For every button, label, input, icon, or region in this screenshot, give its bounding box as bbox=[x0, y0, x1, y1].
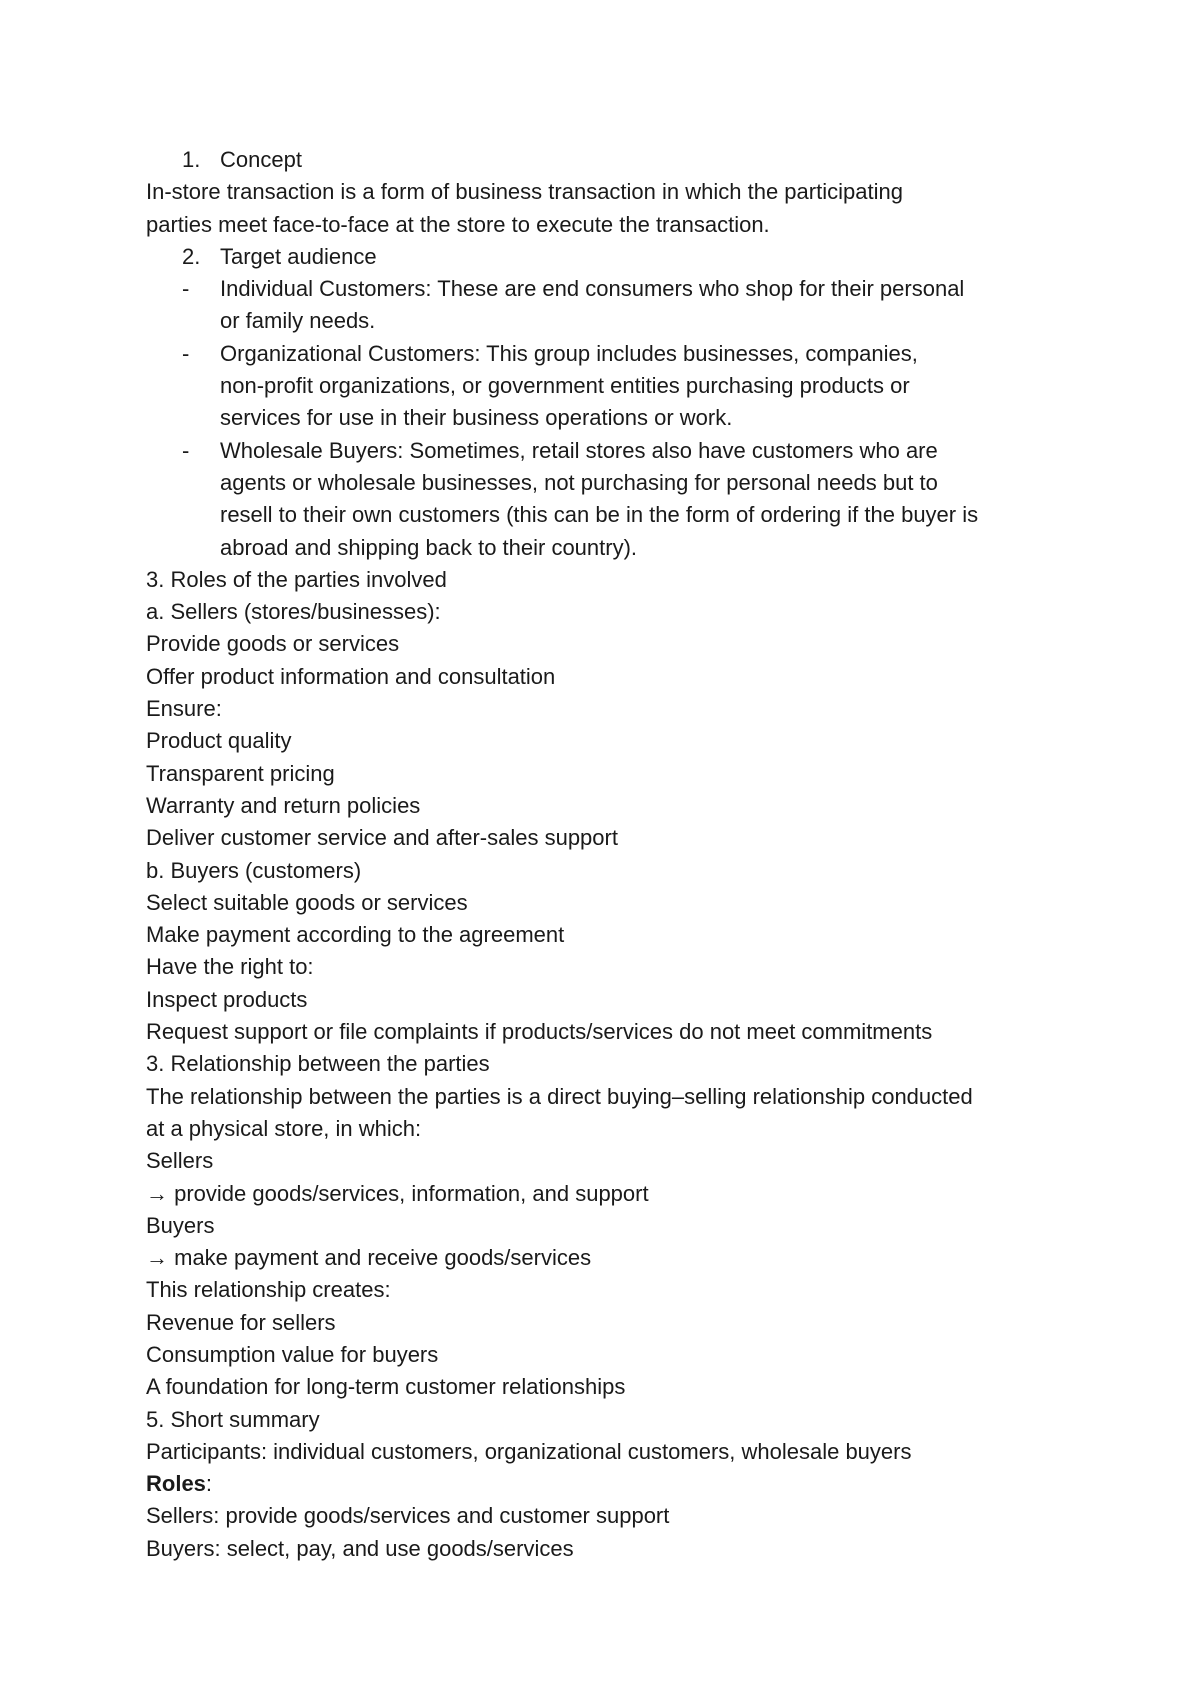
list-item-wholesale-buyers bbox=[146, 435, 1076, 564]
relationship-line: Revenue for sellers bbox=[146, 1309, 336, 1335]
roles-line: Warranty and return policies bbox=[146, 792, 421, 818]
list-number: 1. bbox=[182, 147, 201, 172]
roles-line: Make payment according to the agreement bbox=[146, 922, 565, 948]
relationship-line: A foundation for long-term customer relationships bbox=[146, 1374, 626, 1400]
relationship-line: → make payment and receive goods/services bbox=[146, 1245, 592, 1271]
roles-line: Offer product information and consultation bbox=[146, 663, 556, 689]
list-item-line: Wholesale Buyers: Sometimes, retail stores also have customers who are bbox=[220, 437, 938, 463]
roles-line: Request support or file complaints if products/services do not meet commitments bbox=[146, 1019, 933, 1045]
roles-line: Select suitable goods or services bbox=[146, 889, 468, 915]
concept-paragraph-line: In-store transaction is a form of business transaction in which the participating bbox=[146, 179, 903, 205]
relationship-line: Consumption value for buyers bbox=[146, 1341, 439, 1367]
summary-heading: 5. Short summary bbox=[146, 1406, 320, 1432]
dash-bullet: - bbox=[182, 276, 190, 302]
roles-line: Product quality bbox=[146, 728, 292, 754]
list-item-line: abroad and shipping back to their country). bbox=[220, 534, 638, 560]
relationship-line: Sellers bbox=[146, 1148, 214, 1174]
list-item-line: resell to their own customers (this can be in the form of ordering if the buyer is bbox=[220, 502, 979, 528]
concept-heading bbox=[146, 144, 1076, 176]
heading-text: Concept bbox=[220, 147, 302, 172]
summary-roles-line: Buyers: select, pay, and use goods/services bbox=[146, 1535, 574, 1561]
summary-roles-line: Sellers: provide goods/services and customer support bbox=[146, 1503, 670, 1529]
list-item-line: Individual Customers: These are end consumers who shop for their personal bbox=[220, 276, 965, 302]
concept-paragraph-line: parties meet face-to-face at the store to execute the transaction. bbox=[146, 211, 770, 237]
document-body bbox=[146, 144, 1076, 1565]
dash-bullet: - bbox=[182, 437, 190, 463]
roles-line: Inspect products bbox=[146, 986, 308, 1012]
roles-line: Have the right to: bbox=[146, 954, 314, 980]
roles-label: Roles bbox=[146, 1471, 206, 1497]
list-number: 2. bbox=[182, 243, 201, 269]
list-item-line: Organizational Customers: This group includes businesses, companies, bbox=[220, 340, 918, 366]
roles-line: Deliver customer service and after-sales support bbox=[146, 825, 618, 851]
list-item-organizational-customers bbox=[146, 338, 1076, 435]
relationship-line: Buyers bbox=[146, 1212, 215, 1238]
roles-line: b. Buyers (customers) bbox=[146, 857, 362, 883]
list-item-line: agents or wholesale businesses, not purchasing for personal needs but to bbox=[220, 469, 938, 495]
summary-roles-label-line bbox=[146, 1468, 1076, 1500]
relationship-line: → provide goods/services, information, and support bbox=[146, 1180, 649, 1206]
target-audience-heading bbox=[146, 241, 1076, 273]
dash-bullet: - bbox=[182, 340, 190, 366]
roles-line: a. Sellers (stores/businesses): bbox=[146, 599, 441, 625]
relationship-line: at a physical store, in which: bbox=[146, 1115, 422, 1141]
list-item-individual-customers bbox=[146, 273, 1076, 338]
relationship-line: This relationship creates: bbox=[146, 1277, 391, 1303]
relationship-line: The relationship between the parties is a direct buying–selling relationship conducted bbox=[146, 1083, 973, 1109]
roles-line: Provide goods or services bbox=[146, 631, 400, 657]
roles-label-colon: : bbox=[205, 1471, 213, 1497]
list-item-line: non-profit organizations, or government entities purchasing products or bbox=[220, 373, 910, 399]
roles-line: Ensure: bbox=[146, 696, 222, 722]
roles-line: Transparent pricing bbox=[146, 760, 335, 786]
list-item-line: or family needs. bbox=[220, 308, 376, 334]
list-item-line: services for use in their business operations or work. bbox=[220, 405, 733, 431]
heading-text: Target audience bbox=[220, 243, 377, 269]
relationship-heading: 3. Relationship between the parties bbox=[146, 1051, 490, 1077]
roles-heading: 3. Roles of the parties involved bbox=[146, 566, 447, 592]
summary-participants: Participants: individual customers, organizational customers, wholesale buyers bbox=[146, 1438, 912, 1464]
